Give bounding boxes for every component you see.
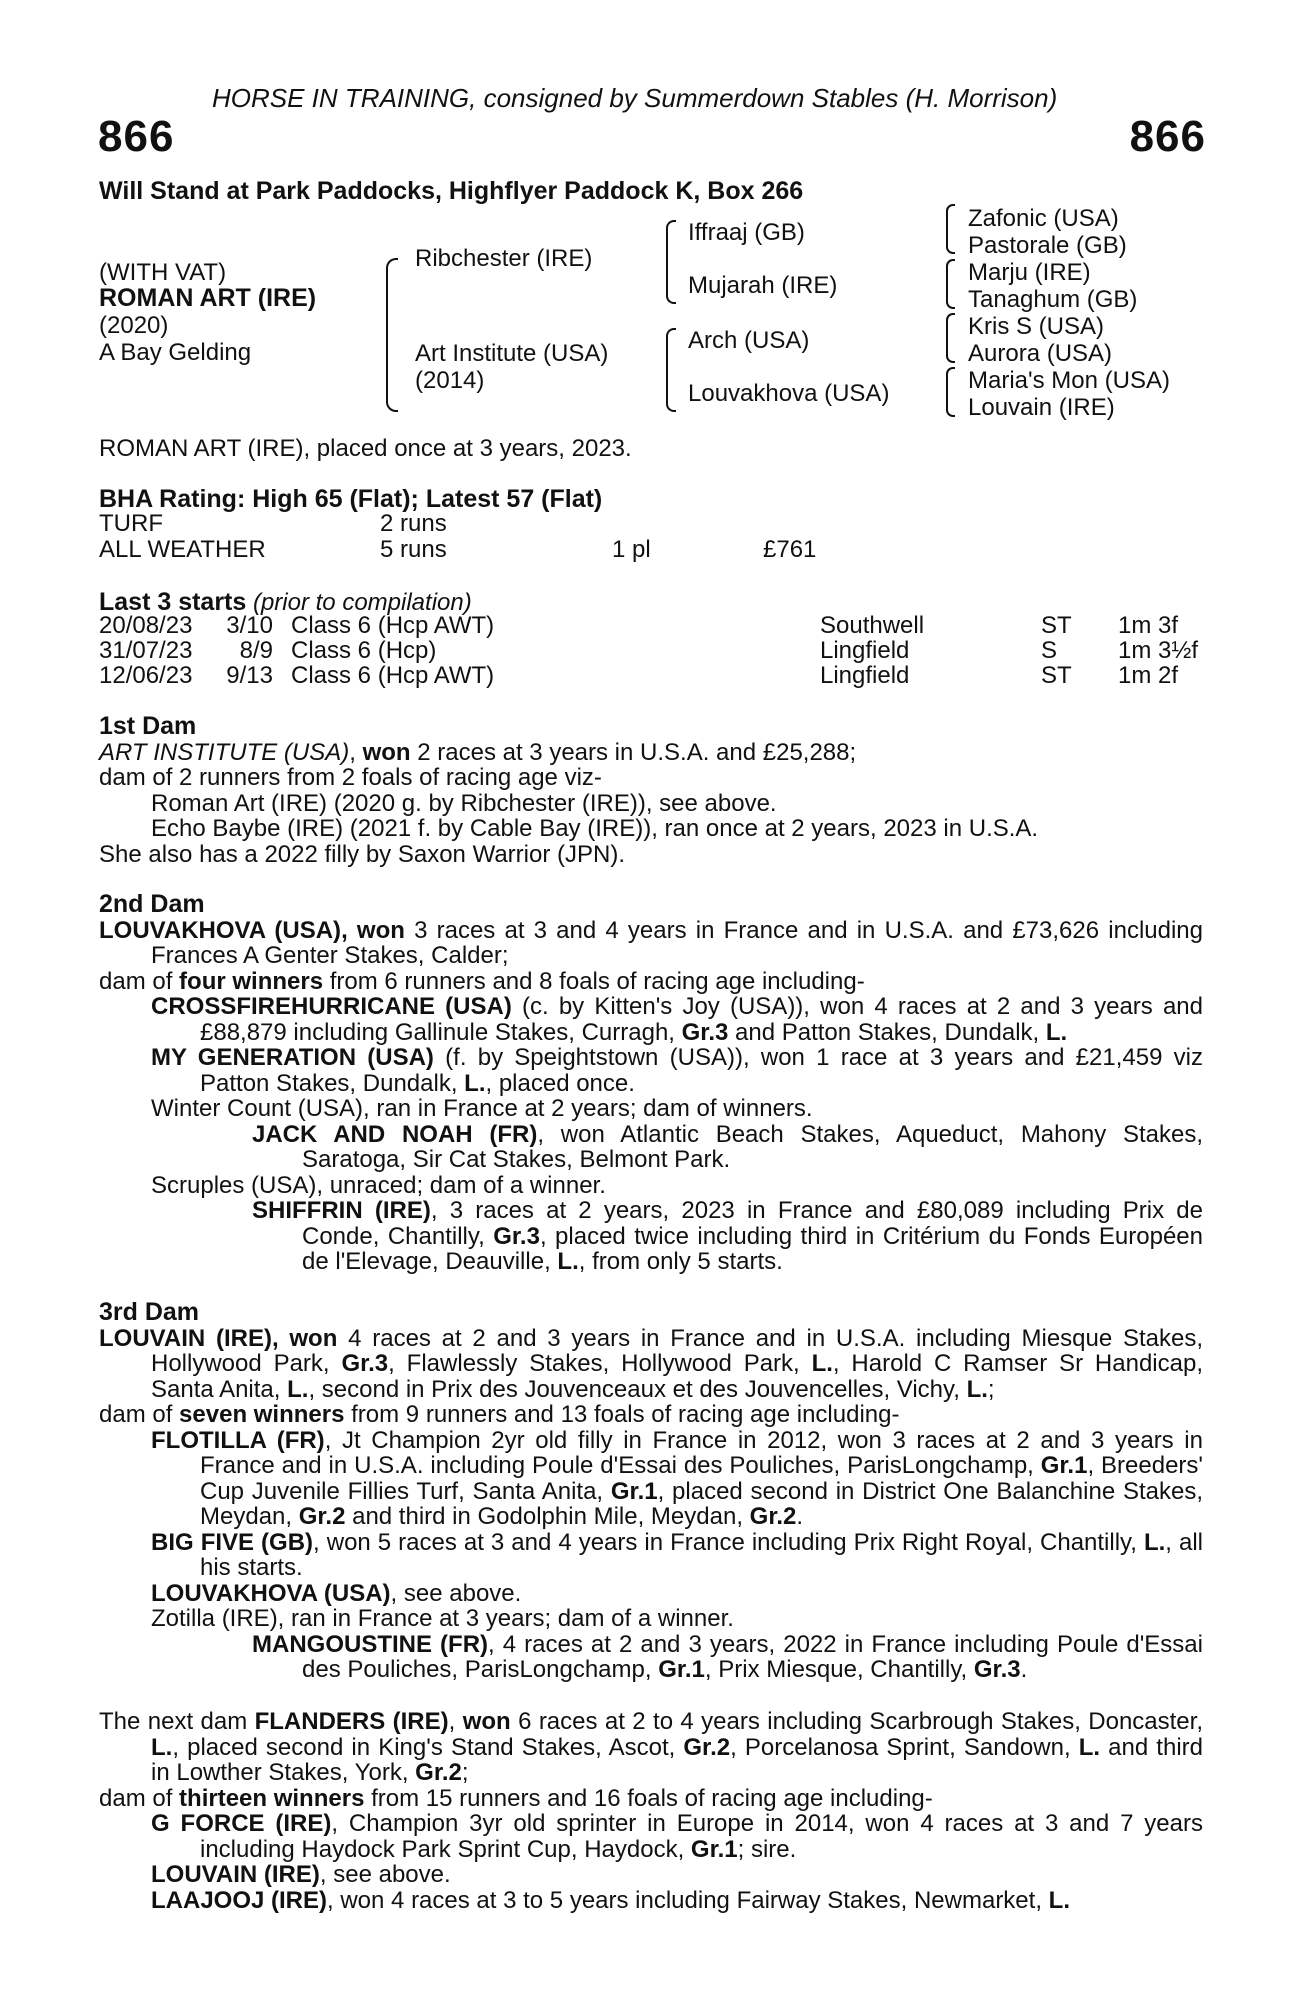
ss-dam: Pastorale (GB)	[968, 232, 1127, 259]
produce-item	[99, 1198, 1203, 1275]
lot-number-right: 866	[1129, 112, 1206, 161]
third-dam-produce-line	[99, 1402, 1203, 1428]
start-date: 20/08/23	[99, 612, 193, 639]
third-dam-section	[99, 1300, 1203, 1683]
dd-dam: Louvain (IRE)	[968, 394, 1115, 421]
text: ,	[349, 738, 363, 766]
grade: Gr.2	[298, 1503, 346, 1530]
start-position: 8/9	[239, 637, 273, 664]
text: , Porcelanosa Sprint, Sandown,	[730, 1733, 1079, 1761]
third-dam-name: LOUVAIN (IRE)	[99, 1324, 272, 1352]
produce-item	[99, 1581, 1203, 1607]
produce-item	[99, 1632, 1203, 1683]
grade: Gr.3	[493, 1222, 540, 1250]
start-race: Class 6 (Hcp AWT)	[291, 612, 495, 639]
grade: Gr.3	[341, 1350, 389, 1377]
fourth-dam-name: FLANDERS (IRE)	[254, 1708, 449, 1735]
won-label: won	[289, 1324, 338, 1352]
produce-item	[99, 1428, 1203, 1530]
text: 4 races at 2 and 3 years in France and in U.S.A. including Miesque Stakes, Hollywood Park,	[151, 1324, 1203, 1377]
rating-surface: TURF	[99, 510, 163, 537]
grade: Gr.1	[610, 1477, 658, 1505]
listed: L.	[464, 1069, 486, 1097]
ds-sire: Kris S (USA)	[968, 313, 1105, 340]
horse-name: JACK AND NOAH (FR)	[252, 1120, 538, 1148]
pedigree-brace-sd	[946, 259, 955, 309]
grade: Gr.1	[690, 1835, 738, 1863]
text: from 9 runners and 13 foals of racing age including-	[344, 1401, 900, 1428]
start-position: 3/10	[226, 612, 273, 639]
text: , won Atlantic Beach Stakes, Aqueduct, Mahony Stakes, Saratoga, Sir Cat Stakes, Belmont Park.	[302, 1120, 1203, 1173]
last-starts-note: (prior to compilation)	[252, 589, 472, 616]
winners-count: thirteen winners	[179, 1784, 365, 1812]
sire-sire: Iffraaj (GB)	[688, 219, 805, 246]
dam-name: Art Institute (USA)	[415, 340, 609, 367]
listed: L.	[287, 1375, 309, 1403]
text: , see above.	[319, 1861, 451, 1888]
won-label: won	[362, 738, 411, 766]
horse-name: G FORCE (IRE)	[151, 1810, 332, 1837]
horse-name: LOUVAIN (IRE)	[151, 1861, 320, 1888]
horse-name: LOUVAKHOVA (USA)	[151, 1579, 391, 1607]
start-course: Lingfield	[820, 637, 910, 664]
start-course: Lingfield	[820, 662, 910, 689]
start-distance: 1m 2f	[1118, 662, 1179, 689]
start-date: 31/07/23	[99, 637, 193, 664]
vat-label: (WITH VAT)	[99, 259, 227, 286]
sd-sire: Marju (IRE)	[968, 259, 1091, 286]
produce-item	[99, 994, 1203, 1045]
third-dam-record: LOUVAIN (IRE), won 4 races at 2 and 3 years in France and in U.S.A. including Miesque Stakes, Hollywood Park, Gr.3, Flawlessly Stakes, Hollywood Park, L., Harold C Ramser Sr Handicap, Santa Anita, L., second in Prix des Jouvenceaux et des Jouvencelles, Vichy, L.;	[99, 1324, 1203, 1403]
horse-name: LAAJOOJ (IRE)	[151, 1886, 328, 1914]
horse-description: A Bay Gelding	[99, 339, 252, 366]
dam-year: (2014)	[415, 367, 485, 394]
text: ; sire.	[737, 1835, 797, 1863]
produce-note: She also has a 2022 filly by Saxon Warrior (JPN).	[99, 840, 625, 868]
text: , Flawlessly Stakes, Hollywood Park,	[388, 1350, 812, 1377]
text: 6 races at 2 to 4 years including Scarbrough Stakes, Doncaster,	[510, 1708, 1203, 1735]
horse-name: CROSSFIREHURRICANE (USA)	[151, 993, 512, 1020]
dd-sire: Maria's Mon (USA)	[968, 367, 1170, 394]
rating-placings: 1 pl	[612, 536, 651, 563]
grade: Gr.1	[1040, 1452, 1088, 1479]
sire-dam: Mujarah (IRE)	[688, 272, 838, 299]
rating-surface: ALL WEATHER	[99, 536, 266, 563]
text: , Champion 3yr old sprinter in Europe in 2014, won 4 races at 3 and 7 years including Haydock Park Sprint Cup, Haydock,	[200, 1810, 1203, 1863]
text: (c. by Kitten's Joy (USA)), won 4 races at 2 and 3 years and £88,879 including Gallinule Stakes, Curragh,	[200, 993, 1203, 1046]
race-summary: ROMAN ART (IRE), placed once at 3 years, 2023.	[99, 435, 632, 462]
text: , Jt Champion 2yr old filly in France in 2012, won 3 races at 2 and 3 years in France and in U.S.A. including Poule d'Essai des Pouliches, ParisLongchamp,	[200, 1426, 1203, 1479]
produce-item: Echo Baybe (IRE) (2021 f. by Cable Bay (IRE)), ran once at 2 years, 2023 in U.S.A.	[151, 815, 1039, 842]
start-going: ST	[1041, 612, 1072, 639]
start-date: 12/06/23	[99, 662, 193, 689]
grade: Gr.2	[749, 1503, 797, 1530]
start-going: S	[1041, 637, 1058, 664]
second-dam-heading: 2nd Dam	[99, 890, 205, 918]
produce-item	[99, 1862, 1203, 1888]
produce-item	[99, 1045, 1203, 1096]
text: , 3 races at 2 years, 2023 in France and £80,089 including Prix de Conde, Chantilly,	[302, 1197, 1203, 1250]
fourth-dam-produce-line	[99, 1786, 1203, 1812]
ds-dam: Aurora (USA)	[968, 340, 1113, 367]
horse-name: MANGOUSTINE (FR)	[252, 1630, 489, 1658]
listed: L.	[811, 1350, 833, 1377]
grade: Gr.3	[681, 1018, 729, 1046]
produce-item	[99, 1811, 1203, 1862]
start-race: Class 6 (Hcp)	[291, 637, 437, 664]
text: , second in Prix des Jouvenceaux et des Jouvencelles, Vichy,	[308, 1375, 967, 1403]
second-dam-produce-line	[99, 969, 1203, 995]
text: and third in Godolphin Mile, Meydan,	[345, 1503, 750, 1530]
horse-name: FLOTILLA (FR)	[151, 1426, 325, 1454]
winners-count: four winners	[179, 967, 324, 995]
rating-runs: 2 runs	[380, 510, 447, 537]
produce-item: Roman Art (IRE) (2020 g. by Ribchester (IRE)), see above.	[151, 789, 777, 817]
text: , Harold C Ramser Sr Handicap, Santa Anita,	[151, 1350, 1203, 1403]
text: from 15 runners and 16 foals of racing age including-	[364, 1784, 933, 1812]
dam-sire: Arch (USA)	[688, 327, 810, 354]
grade: Gr.1	[658, 1656, 705, 1683]
text: and Patton Stakes, Dundalk,	[728, 1018, 1046, 1046]
listed: L.	[1048, 1886, 1070, 1914]
text: 3 races at 3 and 4 years in France and in U.S.A. and £73,626 including Frances A Genter Stakes, Calder;	[151, 916, 1203, 969]
text: dam of	[99, 1784, 180, 1812]
fourth-dam-section	[99, 1709, 1203, 1913]
text: 2 races at 3 years in U.S.A. and £25,288;	[410, 738, 857, 766]
lot-number-left: 866	[98, 112, 175, 161]
pedigree-brace-ds	[946, 313, 955, 363]
text: dam of	[99, 1401, 180, 1428]
grade: Gr.2	[683, 1733, 731, 1761]
text: , placed twice including third in Critérium du Fonds Européen de l'Elevage, Deauville,	[302, 1222, 1203, 1275]
text: , Breeders' Cup Juvenile Fillies Turf, Santa Anita,	[200, 1452, 1203, 1505]
text: , won 5 races at 3 and 4 years in France including Prix Right Royal, Chantilly,	[313, 1528, 1144, 1556]
start-course: Southwell	[820, 612, 925, 639]
fourth-dam-record	[99, 1709, 1203, 1786]
produce-item	[99, 1888, 1203, 1914]
text: , 4 races at 2 and 3 years, 2022 in France including Poule d'Essai des Pouliches, ParisLongchamp,	[302, 1630, 1203, 1683]
text: , all his starts.	[200, 1528, 1203, 1581]
won-label: won	[462, 1708, 511, 1735]
start-race: Class 6 (Hcp AWT)	[291, 662, 495, 689]
listed: L.	[1143, 1528, 1166, 1556]
text: ;	[987, 1375, 995, 1403]
listed: L.	[1045, 1018, 1068, 1046]
produce-item	[99, 1530, 1203, 1581]
won-label: won	[356, 916, 405, 944]
horse-name: BIG FIVE (GB)	[151, 1528, 314, 1556]
rating-prize: £761	[763, 536, 817, 563]
pedigree-brace-main	[386, 258, 398, 412]
text: , from only 5 starts.	[578, 1248, 783, 1275]
first-dam-heading: 1st Dam	[99, 712, 197, 740]
produce-item	[99, 1122, 1203, 1173]
text: .	[796, 1503, 804, 1530]
listed: L.	[557, 1248, 579, 1275]
second-dam-name: LOUVAKHOVA (USA)	[99, 916, 342, 944]
pedigree-brace-sire	[666, 220, 676, 304]
sire-name: Ribchester (IRE)	[415, 245, 593, 272]
listed: L.	[1078, 1733, 1101, 1761]
horse-name: MY GENERATION (USA)	[151, 1044, 434, 1071]
stand-location: Will Stand at Park Paddocks, Highflyer Paddock K, Box 266	[99, 177, 804, 205]
winners-count: seven winners	[179, 1401, 345, 1428]
first-dam-line	[99, 740, 1203, 766]
text: .	[1020, 1656, 1028, 1683]
second-dam-record: LOUVAKHOVA (USA), won 3 races at 3 and 4 years in France and in U.S.A. and £73,626 including Frances A Genter Stakes, Calder;	[99, 916, 1203, 969]
text: (f. by Speightstown (USA)), won 1 race at 3 years and £21,459 viz Patton Stakes, Dundalk,	[200, 1044, 1203, 1097]
listed: L.	[151, 1733, 173, 1761]
pedigree-brace-ss	[946, 204, 955, 254]
produce-item: Winter Count (USA), ran in France at 2 years; dam of winners.	[151, 1095, 813, 1122]
start-distance: 1m 3f	[1118, 612, 1179, 639]
produce-item: Scruples (USA), unraced; dam of a winner.	[151, 1171, 606, 1199]
pedigree-brace-dd	[946, 367, 955, 417]
first-dam-name: ART INSTITUTE (USA)	[99, 738, 350, 766]
horse-name: ROMAN ART (IRE)	[99, 284, 317, 312]
text: ,	[448, 1708, 463, 1735]
listed: L.	[966, 1375, 988, 1403]
ss-sire: Zafonic (USA)	[968, 205, 1119, 232]
rating-runs: 5 runs	[380, 536, 447, 563]
first-dam-produce-line: dam of 2 runners from 2 foals of racing age viz-	[99, 764, 602, 791]
text: The next dam	[99, 1708, 255, 1735]
dam-dam: Louvakhova (USA)	[688, 380, 890, 407]
grade: Gr.2	[415, 1759, 462, 1786]
bha-rating-heading: BHA Rating: High 65 (Flat); Latest 57 (Flat)	[99, 485, 603, 513]
sd-dam: Tanaghum (GB)	[968, 286, 1138, 313]
text: dam of	[99, 967, 180, 995]
text: and third in Lowther Stakes, York,	[151, 1733, 1203, 1786]
text: , placed second in District One Balanchine Stakes, Meydan,	[200, 1477, 1204, 1530]
third-dam-heading: 3rd Dam	[99, 1298, 200, 1326]
text: , won 4 races at 3 to 5 years including Fairway Stakes, Newmarket,	[327, 1886, 1049, 1914]
start-distance: 1m 3½f	[1118, 637, 1199, 664]
start-going: ST	[1041, 662, 1072, 689]
last-starts-heading: Last 3 starts	[99, 588, 247, 616]
grade: Gr.3	[973, 1656, 1021, 1683]
text: , placed second in King's Stand Stakes, Ascot,	[172, 1733, 684, 1761]
horse-name: SHIFFRIN (IRE)	[252, 1197, 431, 1224]
start-position: 9/13	[226, 662, 273, 689]
pedigree-brace-dam	[666, 328, 676, 412]
text: from 6 runners and 8 foals of racing age including-	[323, 967, 865, 995]
text: , Prix Miesque, Chantilly,	[704, 1656, 974, 1683]
text: ;	[461, 1759, 469, 1786]
text: , see above.	[390, 1579, 522, 1607]
produce-item: Zotilla (IRE), ran in France at 3 years; dam of a winner.	[151, 1605, 734, 1632]
consignment-line: HORSE IN TRAINING, consigned by Summerdown Stables (H. Morrison)	[212, 83, 1058, 113]
text: , placed once.	[485, 1069, 635, 1097]
first-dam-section	[99, 714, 1203, 867]
horse-year: (2020)	[99, 312, 169, 339]
second-dam-section	[99, 892, 1203, 1275]
